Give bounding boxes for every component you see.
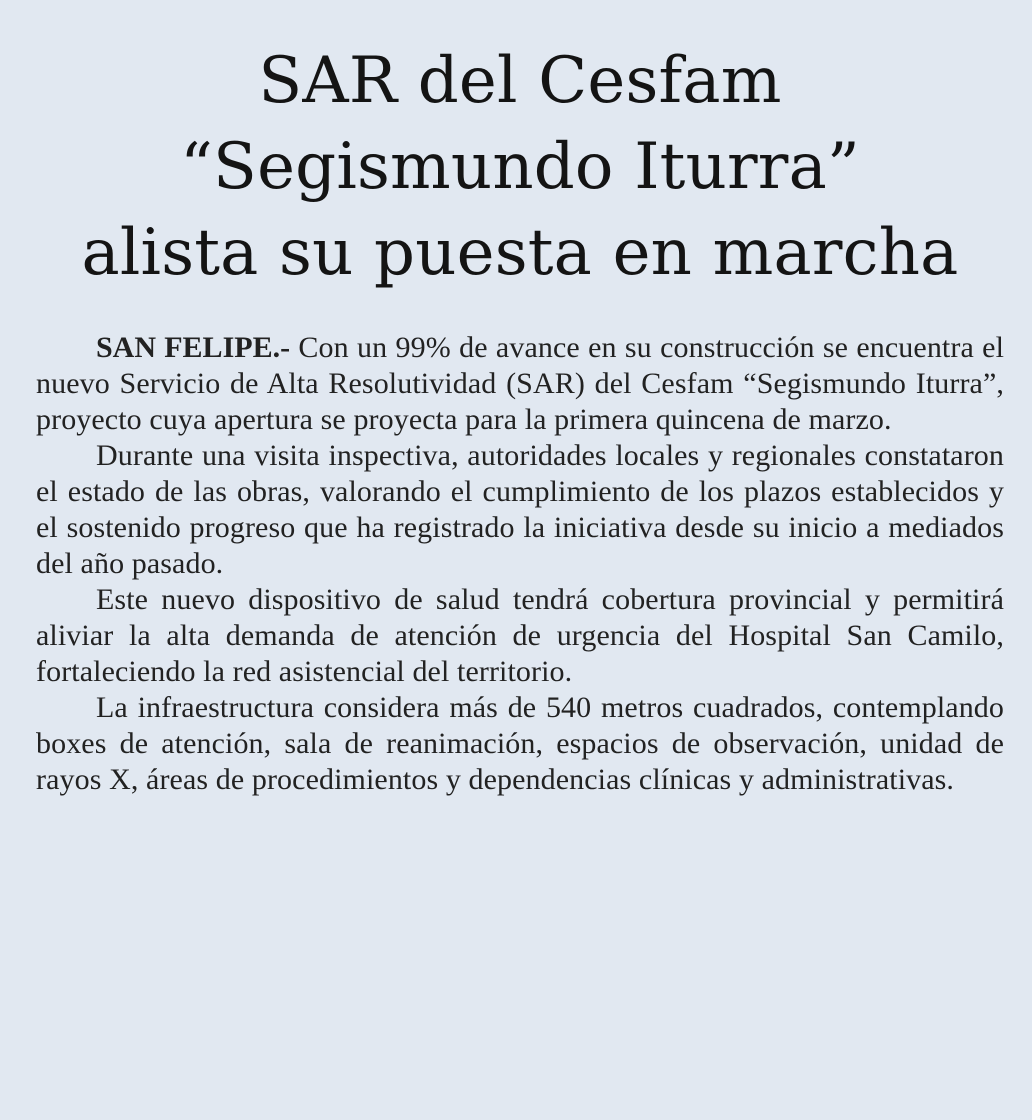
article-body [36, 330, 1004, 798]
article-paragraph-2: Durante una visita inspectiva, autoridades locales y regionales constataron el estado de las obras, valorando el cumplimiento de los plazos establecidos y el sostenido progreso que ha registrado la iniciativa desde su inicio a mediados del año pasado. [36, 439, 1004, 580]
article-paragraph-4: La infraestructura considera más de 540 metros cuadrados, contemplando boxes de atención, sala de reanimación, espacios de observación, unidad de rayos X, áreas de procedimientos y dependencias clínicas y administrativas. [36, 691, 1004, 796]
article-headline [36, 38, 1004, 296]
headline-line-3: alista su puesta en marcha [81, 216, 959, 290]
article-paragraph-3: Este nuevo dispositivo de salud tendrá cobertura provincial y permitirá aliviar la alta demanda de atención de urgencia del Hospital San Camilo, fortaleciendo la red asistencial del territorio. [36, 583, 1004, 688]
headline-line-2: “Segismundo Iturra” [180, 130, 860, 204]
article-paragraph-1 [36, 330, 1004, 438]
paragraph-1-text: Con un 99% de avance en su construcción se encuentra el nuevo Servicio de Alta Resolutividad (SAR) del Cesfam “Segismundo Iturra”, proyecto cuya apertura se proyecta para la primera quincena de marzo. [36, 331, 1005, 436]
article-dateline: SAN FELIPE.- [96, 331, 291, 364]
headline-line-1: SAR del Cesfam [258, 44, 782, 118]
